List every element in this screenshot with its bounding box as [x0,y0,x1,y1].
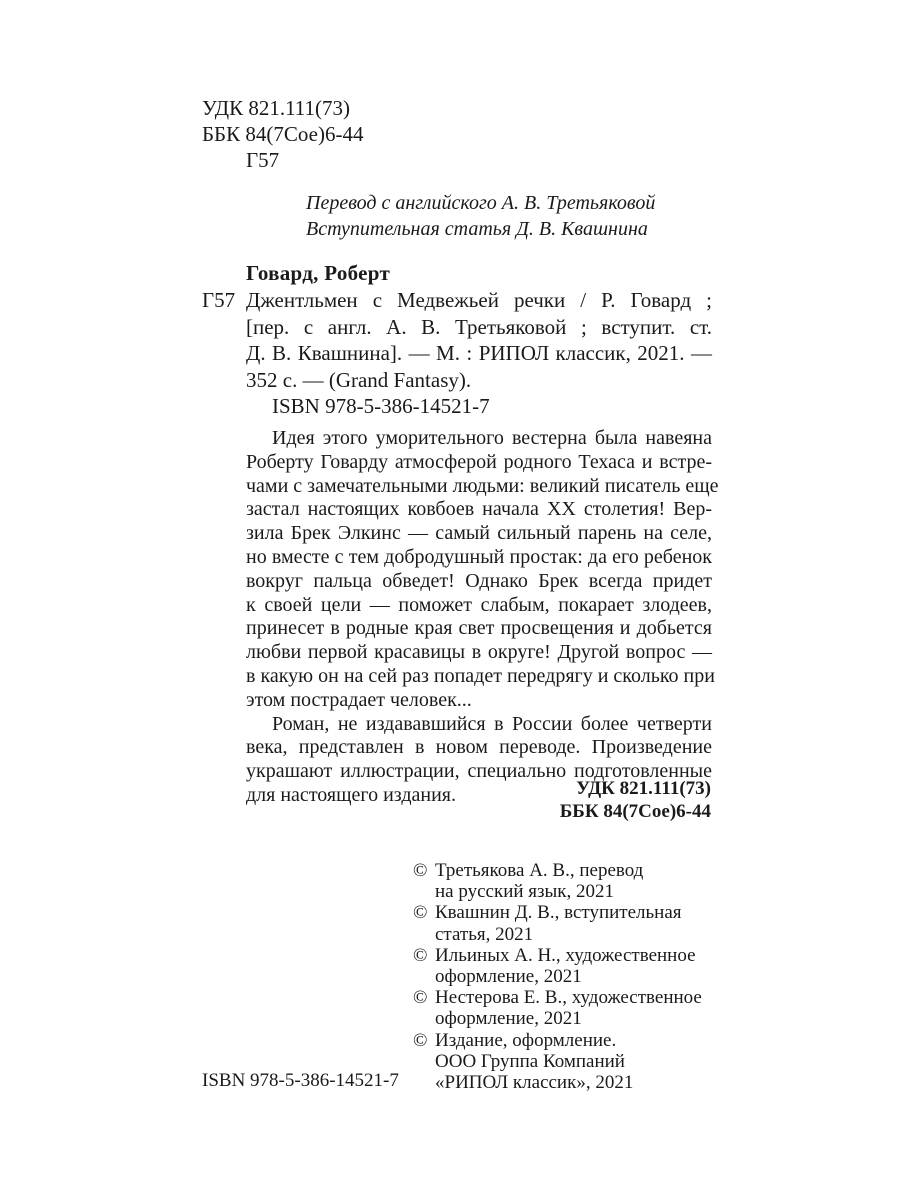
annotation-line: украшают иллюстрации, специально подготовленные [246,760,712,783]
copyright-item [413,987,702,1029]
copyright-line: Нестерова Е. В., художественное [435,987,702,1009]
copyright-line: на русский язык, 2021 [435,881,615,903]
bbk-code-right: ББК 84(7Сое)6-44 [559,801,711,822]
isbn-bottom: ISBN 978-5-386-14521-7 [202,1070,399,1091]
bibliographic-description [246,287,712,393]
copyright-line: Третьякова А. В., перевод [435,860,644,881]
classification-right [560,777,711,823]
copyright-item [413,902,702,944]
copyright-line: Издание, оформление. [435,1029,617,1051]
annotation-line: вокруг пальца обведет! Однако Брек всегда придет [246,569,712,592]
udk-code-right: УДК 821.111(73) [576,778,711,799]
catalog-author-mark: Г57 [202,288,236,312]
biblio-line: Джентльмен с Медвежьей речки / Р. Говард ; [246,288,712,312]
annotation-line: этом пострадает человек... [246,688,472,711]
annotation-line: века, представлен в новом переводе. Произведение [246,736,712,759]
translator-credit: Перевод с английского А. В. Третьяковой [306,192,656,214]
annotation-line: зила Брек Элкинс — самый сильный парень на селе, [246,522,712,545]
intro-credit: Вступительная статья Д. В. Квашнина [306,218,648,240]
copyright-line: Ильиных А. Н., художественное [435,944,696,966]
isbn-main: ISBN 978-5-386-14521-7 [272,394,490,418]
author-mark: Г57 [246,148,280,172]
classification-block [202,95,363,173]
copyright-symbol: © [413,902,428,924]
annotation [246,427,719,808]
annotation-line: в какую он на сей раз попадет передрягу и сколько при [246,664,715,687]
copyright-item [413,945,702,987]
biblio-line: [пер. с англ. А. В. Третьяковой ; вступит. ст. [246,314,712,339]
annotation-line: Идея этого уморительного вестерна была навеяна [272,427,712,449]
credits-block [306,190,655,242]
copyright-line: статья, 2021 [435,923,534,945]
copyright-symbol: © [413,860,428,881]
annotation-line: чами с замечательными людьми: великий писатель еще [246,474,719,497]
biblio-line: 352 с. — (Grand Fantasy). [246,367,472,392]
annotation-line: но вместе с тем добродушный простак: да его ребенок [246,545,712,568]
annotation-line: Роберту Говарду атмосферой родного Техаса и встре- [246,450,712,473]
annotation-line: застал настоящих ковбоев начала XX столетия! Вер- [246,498,712,521]
copyright-symbol: © [413,1029,428,1051]
udk-code: УДК 821.111(73) [202,96,351,120]
copyright-line: «РИПОЛ классик», 2021 [435,1072,634,1094]
copyright-line: оформление, 2021 [435,1008,582,1030]
annotation-line: любви первой красавицы в округе! Другой вопрос — [246,641,712,664]
bbk-code: ББК 84(7Сое)6-44 [202,122,364,146]
author-heading: Говард, Роберт [246,261,391,285]
copyright-item [413,1030,702,1094]
copyright-symbol: © [413,987,428,1009]
annotation-line: для настоящего издания. [246,783,456,806]
copyright-item [413,860,702,902]
annotation-line: принесет в родные края свет просвещения и добьется [246,617,712,640]
copyright-line: оформление, 2021 [435,966,582,988]
copyright-line: ООО Группа Компаний [435,1050,625,1072]
copyright-block [413,860,702,1093]
biblio-line: Д. В. Квашнина]. — М. : РИПОЛ классик, 2021. — [246,341,712,365]
copyright-symbol: © [413,944,428,966]
annotation-line: Роман, не издававшийся в России более четверти [272,712,712,735]
annotation-line: к своей цели — поможет слабым, покарает злодеев, [246,593,712,616]
copyright-line: Квашнин Д. В., вступительная [435,902,682,924]
